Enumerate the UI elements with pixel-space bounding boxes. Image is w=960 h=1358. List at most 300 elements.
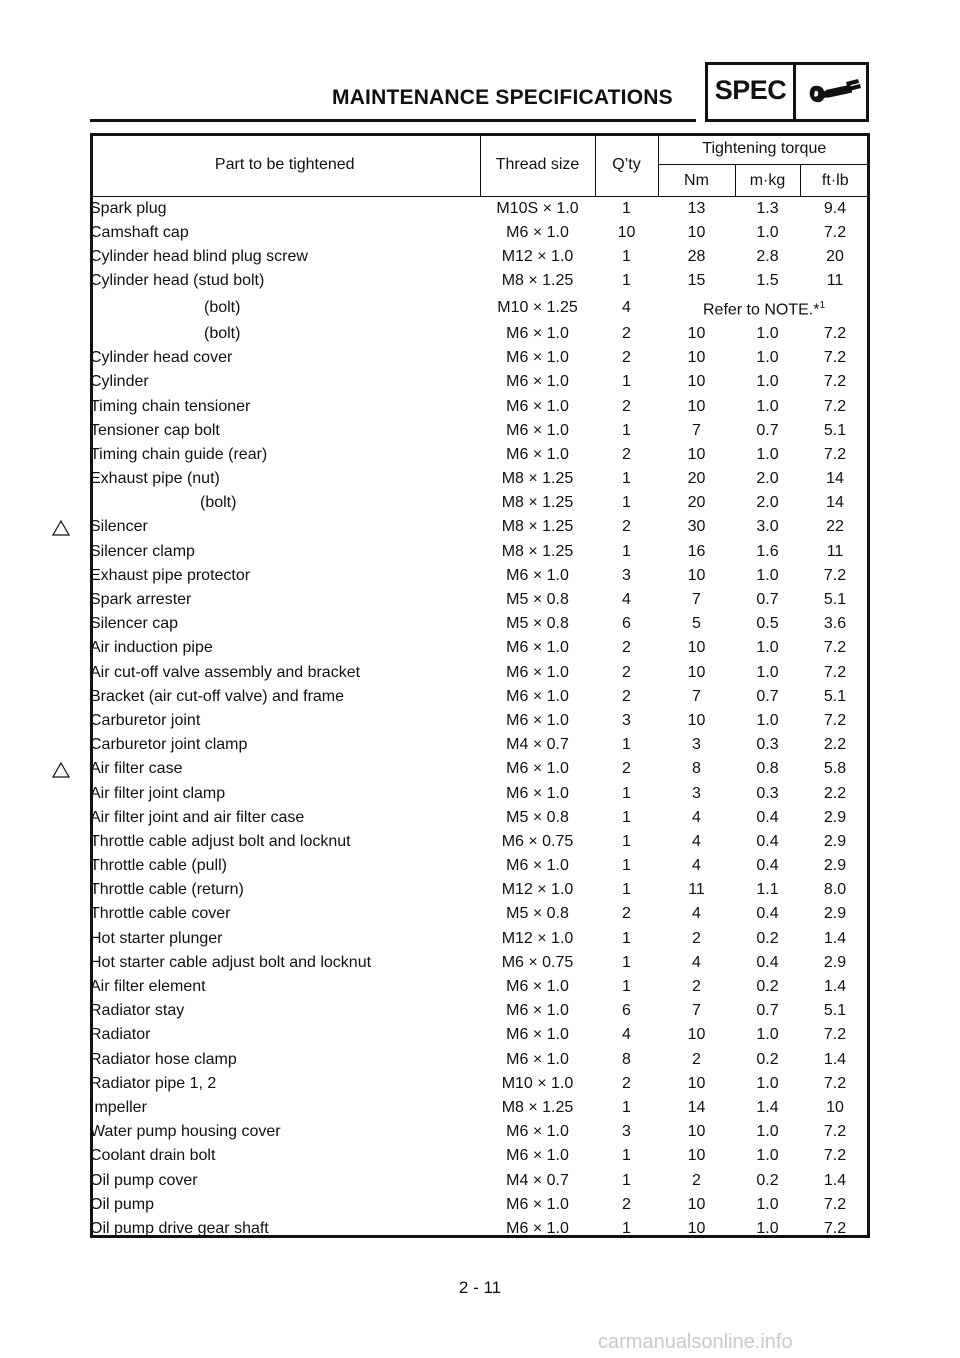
torque-mkg-cell: 1.0 <box>756 224 779 242</box>
torque-mkg-cell: 1.0 <box>756 1123 779 1141</box>
torque-ftlb-cell: 7.2 <box>823 1074 847 1092</box>
torque-ftlb-cell: 20 <box>826 248 844 266</box>
qty-cell: 8 <box>622 1050 631 1068</box>
thread-size-cell: M5 × 0.8 <box>506 808 569 826</box>
torque-mkg-cell: 0.2 <box>756 978 779 996</box>
torque-ftlb-cell: 7.2 <box>823 1123 847 1141</box>
torque-nm-cell: 4 <box>692 953 701 971</box>
part-name-cell: Hot starter cable adjust bolt and locknut <box>90 953 372 971</box>
thread-size-cell: M8 × 1.25 <box>501 518 574 536</box>
part-name-cell: Carburetor joint <box>90 711 201 729</box>
torque-mkg-cell: 0.4 <box>756 905 779 923</box>
table-row <box>90 515 870 539</box>
thread-size-cell: M6 × 1.0 <box>506 324 569 342</box>
part-name-cell: Timing chain guide (rear) <box>90 445 268 463</box>
torque-ftlb-cell: 2.9 <box>823 953 847 971</box>
qty-cell: 1 <box>622 272 631 290</box>
torque-ftlb-cell: 10 <box>826 1098 844 1116</box>
torque-nm-cell: 10 <box>687 566 706 584</box>
torque-ftlb-cell: 2.2 <box>823 784 847 802</box>
table-row <box>90 1072 870 1096</box>
torque-mkg-cell: 1.0 <box>756 349 779 367</box>
thread-size-cell: M8 × 1.25 <box>501 470 574 488</box>
thread-size-cell: M6 × 1.0 <box>506 711 569 729</box>
part-name-cell: Air filter element <box>90 978 206 996</box>
table-row <box>90 927 870 951</box>
torque-mkg-cell: 0.4 <box>756 808 779 826</box>
qty-cell: 6 <box>622 615 631 633</box>
torque-mkg-cell: 3.0 <box>756 518 779 536</box>
thread-size-cell: M6 × 1.0 <box>506 1195 569 1213</box>
table-row <box>90 394 870 418</box>
qty-cell: 1 <box>622 784 631 802</box>
torque-ftlb-cell: 14 <box>826 494 844 512</box>
torque-mkg-cell: 2.0 <box>756 470 779 488</box>
torque-ftlb-cell: 7.2 <box>823 711 847 729</box>
qty-cell: 2 <box>622 760 631 778</box>
torque-ftlb-cell: 5.8 <box>823 760 847 778</box>
col-header-torque: Tightening torque <box>658 133 870 165</box>
torque-ftlb-cell: 7.2 <box>823 663 847 681</box>
qty-cell: 1 <box>622 542 631 560</box>
col-header-thread: Thread size <box>480 133 595 197</box>
thread-size-cell: M10 × 1.25 <box>497 298 578 316</box>
torque-mkg-cell: 0.8 <box>756 760 779 778</box>
torque-mkg-cell: 1.0 <box>756 711 779 729</box>
qty-cell: 2 <box>622 639 631 657</box>
table-row <box>90 709 870 733</box>
torque-nm-cell: 16 <box>687 542 706 560</box>
thread-size-cell: M4 × 0.7 <box>506 736 569 754</box>
table-row <box>90 854 870 878</box>
torque-mkg-cell: 1.0 <box>756 445 779 463</box>
torque-mkg-cell: 1.4 <box>756 1098 779 1116</box>
torque-mkg-cell: 1.6 <box>756 542 779 560</box>
part-name-cell: Cylinder head (stud bolt) <box>90 272 265 290</box>
torque-mkg-cell: 0.4 <box>756 857 779 875</box>
thread-size-cell: M8 × 1.25 <box>501 1098 574 1116</box>
part-name-cell: Air cut-off valve assembly and bracket <box>90 663 361 681</box>
qty-cell: 1 <box>622 832 631 850</box>
part-name-cell: Spark plug <box>90 200 167 217</box>
part-name-cell: Throttle cable (pull) <box>90 857 227 875</box>
part-name-cell: (bolt) <box>200 494 237 512</box>
table-row <box>90 806 870 830</box>
table-row <box>90 197 870 222</box>
torque-nm-cell: 10 <box>687 324 706 342</box>
torque-ftlb-cell: 11 <box>826 542 844 560</box>
qty-cell: 6 <box>622 1002 631 1020</box>
table-row <box>90 975 870 999</box>
torque-nm-cell: 30 <box>687 518 706 536</box>
thread-size-cell: M6 × 1.0 <box>506 1050 569 1068</box>
table-row <box>90 467 870 491</box>
torque-mkg-cell: 1.0 <box>756 1147 779 1165</box>
change-mark-icon <box>52 762 70 778</box>
torque-ftlb-cell: 5.1 <box>823 421 847 439</box>
torque-ftlb-cell: 7.2 <box>823 397 847 415</box>
part-name-cell: Cylinder <box>90 373 149 391</box>
torque-mkg-cell: 2.0 <box>756 494 779 512</box>
qty-cell: 2 <box>622 349 631 367</box>
torque-spec-rows <box>90 197 870 1245</box>
part-name-cell: Carburetor joint clamp <box>90 736 248 754</box>
torque-mkg-cell: 1.5 <box>756 272 779 290</box>
torque-nm-cell: 10 <box>687 1026 706 1044</box>
torque-mkg-cell: 1.0 <box>756 324 779 342</box>
table-row <box>90 491 870 515</box>
thread-size-cell: M8 × 1.25 <box>501 272 574 290</box>
qty-cell: 1 <box>622 248 631 266</box>
qty-cell: 2 <box>622 1074 631 1092</box>
torque-ftlb-cell: 2.9 <box>823 857 847 875</box>
qty-cell: 1 <box>622 200 631 217</box>
torque-nm-cell: 8 <box>692 760 701 778</box>
torque-nm-cell: 3 <box>692 736 701 754</box>
torque-nm-cell: 10 <box>687 373 706 391</box>
torque-nm-cell: 10 <box>687 349 706 367</box>
torque-nm-cell: 7 <box>692 687 701 705</box>
table-row <box>90 1168 870 1192</box>
thread-size-cell: M12 × 1.0 <box>501 248 574 266</box>
torque-nm-cell: 14 <box>687 1098 706 1116</box>
qty-cell: 2 <box>622 687 631 705</box>
torque-ftlb-cell: 7.2 <box>823 1026 847 1044</box>
torque-mkg-cell: 0.3 <box>756 784 779 802</box>
thread-size-cell: M6 × 1.0 <box>506 1219 569 1237</box>
torque-nm-cell: 10 <box>687 445 706 463</box>
qty-cell: 2 <box>622 518 631 536</box>
part-name-cell: (bolt) <box>204 298 241 316</box>
torque-ftlb-cell: 14 <box>826 470 844 488</box>
torque-nm-cell: 7 <box>692 591 701 609</box>
qty-cell: 1 <box>622 808 631 826</box>
torque-ftlb-cell: 1.4 <box>823 1050 847 1068</box>
torque-ftlb-cell: 11 <box>826 272 844 290</box>
torque-mkg-cell: 0.4 <box>756 953 779 971</box>
torque-mkg-cell: 0.2 <box>756 1050 779 1068</box>
thread-size-cell: M6 × 1.0 <box>506 663 569 681</box>
thread-size-cell: M12 × 1.0 <box>501 881 574 899</box>
qty-cell: 3 <box>622 566 631 584</box>
torque-ftlb-cell: 1.4 <box>823 1171 847 1189</box>
torque-ftlb-cell: 5.1 <box>823 591 847 609</box>
change-mark-icon <box>52 520 70 536</box>
thread-size-cell: M6 × 1.0 <box>506 639 569 657</box>
table-row <box>90 269 870 293</box>
torque-nm-cell: 11 <box>688 881 705 899</box>
table-row <box>90 612 870 636</box>
thread-size-cell: M6 × 1.0 <box>506 224 569 242</box>
part-name-cell: (bolt) <box>204 324 241 342</box>
torque-nm-cell: 10 <box>687 663 706 681</box>
qty-cell: 1 <box>622 1219 631 1237</box>
torque-mkg-cell: 1.0 <box>756 639 779 657</box>
table-row <box>90 636 870 660</box>
table-row <box>90 1217 870 1245</box>
part-name-cell <box>90 757 480 781</box>
qty-cell: 4 <box>622 298 631 316</box>
torque-nm-cell: 7 <box>692 421 701 439</box>
part-name-cell: Hot starter plunger <box>90 929 223 947</box>
qty-cell: 1 <box>622 736 631 754</box>
thread-size-cell: M5 × 0.8 <box>506 905 569 923</box>
table-row <box>90 1023 870 1047</box>
torque-mkg-cell: 0.3 <box>756 736 779 754</box>
table-row <box>90 588 870 612</box>
torque-mkg-cell: 0.7 <box>756 687 779 705</box>
torque-mkg-cell: 1.0 <box>756 1026 779 1044</box>
torque-nm-cell: 15 <box>687 272 706 290</box>
torque-nm-cell: 4 <box>692 832 701 850</box>
part-name-cell: Oil pump <box>90 1195 155 1213</box>
torque-ftlb-cell: 9.4 <box>823 200 847 217</box>
table-row <box>90 346 870 370</box>
qty-cell: 1 <box>622 978 631 996</box>
torque-ftlb-cell: 7.2 <box>823 324 847 342</box>
part-name-cell: Throttle cable cover <box>90 905 231 923</box>
table-row <box>90 564 870 588</box>
thread-size-cell: M6 × 1.0 <box>506 857 569 875</box>
qty-cell: 1 <box>622 1171 631 1189</box>
page-title: MAINTENANCE SPECIFICATIONS <box>332 86 673 109</box>
wrench-icon <box>806 72 862 112</box>
section-badge-divider <box>793 62 796 122</box>
torque-nm-cell: 10 <box>687 1219 706 1237</box>
table-row <box>90 781 870 805</box>
table-row <box>90 685 870 709</box>
qty-cell: 1 <box>622 929 631 947</box>
torque-mkg-cell: 1.3 <box>756 200 779 217</box>
header-rule <box>90 119 696 122</box>
table-row <box>90 733 870 757</box>
torque-ftlb-cell: 2.9 <box>823 808 847 826</box>
torque-ftlb-cell: 7.2 <box>823 1219 847 1237</box>
torque-ftlb-cell: 7.2 <box>823 224 847 242</box>
torque-nm-cell: 2 <box>692 1171 701 1189</box>
thread-size-cell: M6 × 1.0 <box>506 1147 569 1165</box>
part-name-cell <box>90 515 480 539</box>
qty-cell: 1 <box>622 1147 631 1165</box>
col-header-qty: Q’ty <box>595 133 658 197</box>
torque-nm-cell: 10 <box>687 711 706 729</box>
part-name-cell: Exhaust pipe (nut) <box>90 470 220 488</box>
torque-nm-cell: 2 <box>692 978 701 996</box>
thread-size-cell: M6 × 1.0 <box>506 349 569 367</box>
part-name-cell: Radiator pipe 1, 2 <box>90 1074 217 1092</box>
torque-ftlb-cell: 2.2 <box>823 736 847 754</box>
torque-ftlb-cell: 5.1 <box>823 687 847 705</box>
thread-size-cell: M6 × 0.75 <box>501 953 574 971</box>
col-header-nm: Nm <box>658 165 735 197</box>
part-name-cell: Silencer cap <box>90 615 179 633</box>
part-name-cell: Air filter joint and air filter case <box>90 808 305 826</box>
thread-size-cell: M6 × 1.0 <box>506 978 569 996</box>
part-name-text: Silencer <box>90 518 148 536</box>
part-name-cell: Timing chain tensioner <box>90 397 251 415</box>
part-name-cell: Throttle cable (return) <box>90 881 244 899</box>
torque-nm-cell: 2 <box>692 1050 701 1068</box>
torque-ftlb-cell: 7.2 <box>823 373 847 391</box>
thread-size-cell: M6 × 1.0 <box>506 421 569 439</box>
table-row <box>90 294 870 322</box>
torque-nm-cell: 20 <box>687 470 706 488</box>
part-name-cell: Bracket (air cut-off valve) and frame <box>90 687 345 705</box>
qty-cell: 4 <box>622 1026 631 1044</box>
torque-ftlb-cell: 2.9 <box>823 832 847 850</box>
table-row <box>90 419 870 443</box>
thread-size-cell: M8 × 1.25 <box>501 542 574 560</box>
thread-size-cell: M6 × 1.0 <box>506 784 569 802</box>
thread-size-cell: M6 × 1.0 <box>506 1002 569 1020</box>
qty-cell: 2 <box>622 1195 631 1213</box>
table-row <box>90 221 870 245</box>
note-cell <box>658 294 870 322</box>
table-row <box>90 999 870 1023</box>
part-name-cell: Silencer clamp <box>90 542 195 560</box>
thread-size-cell: M8 × 1.25 <box>501 494 574 512</box>
thread-size-cell: M12 × 1.0 <box>501 929 574 947</box>
torque-nm-cell: 10 <box>687 397 706 415</box>
torque-nm-cell: 10 <box>687 1147 706 1165</box>
table-row <box>90 1120 870 1144</box>
torque-nm-cell: 20 <box>687 494 706 512</box>
section-code: SPEC <box>714 75 787 105</box>
table-row <box>90 443 870 467</box>
torque-nm-cell: 10 <box>687 1074 706 1092</box>
torque-mkg-cell: 1.0 <box>756 663 779 681</box>
col-header-ftlb: ft·lb <box>800 165 870 197</box>
torque-mkg-cell: 1.1 <box>756 881 779 899</box>
note-text: Refer to NOTE.* <box>702 300 820 318</box>
torque-mkg-cell: 0.5 <box>756 615 779 633</box>
table-row <box>90 1193 870 1217</box>
thread-size-cell: M4 × 0.7 <box>506 1171 569 1189</box>
thread-size-cell: M6 × 0.75 <box>501 832 574 850</box>
part-name-cell: Oil pump drive gear shaft <box>90 1219 269 1237</box>
torque-mkg-cell: 0.7 <box>756 1002 779 1020</box>
qty-cell: 2 <box>622 397 631 415</box>
torque-ftlb-cell: 7.2 <box>823 1195 847 1213</box>
torque-mkg-cell: 1.0 <box>756 1219 779 1237</box>
qty-cell: 2 <box>622 445 631 463</box>
table-row <box>90 661 870 685</box>
part-name-cell: Tensioner cap bolt <box>90 421 220 439</box>
part-name-cell: Air filter joint clamp <box>90 784 226 802</box>
torque-mkg-cell: 1.0 <box>756 566 779 584</box>
qty-cell: 1 <box>622 857 631 875</box>
page-number: 2 - 11 <box>458 1278 502 1297</box>
thread-size-cell: M6 × 1.0 <box>506 687 569 705</box>
torque-mkg-cell: 1.0 <box>756 397 779 415</box>
part-name-cell: Throttle cable adjust bolt and locknut <box>90 832 351 850</box>
torque-nm-cell: 2 <box>692 929 701 947</box>
torque-ftlb-cell: 7.2 <box>823 349 847 367</box>
note-ref: 1 <box>819 299 826 311</box>
torque-mkg-cell: 0.7 <box>756 421 779 439</box>
part-name-text: Air filter case <box>90 760 183 778</box>
thread-size-cell: M6 × 1.0 <box>506 1026 569 1044</box>
thread-size-cell: M5 × 0.8 <box>506 591 569 609</box>
torque-mkg-cell: 0.2 <box>756 929 779 947</box>
watermark: carmanualsonline.info <box>598 1331 793 1353</box>
table-row <box>90 370 870 394</box>
table-row <box>90 245 870 269</box>
torque-ftlb-cell: 22 <box>826 518 844 536</box>
thread-size-cell: M6 × 1.0 <box>506 760 569 778</box>
thread-size-cell: M6 × 1.0 <box>506 566 569 584</box>
torque-mkg-cell: 1.0 <box>756 373 779 391</box>
qty-cell: 4 <box>622 591 631 609</box>
qty-cell: 3 <box>622 1123 631 1141</box>
part-name-cell: Camshaft cap <box>90 224 189 242</box>
torque-mkg-cell: 1.0 <box>756 1195 779 1213</box>
torque-ftlb-cell: 1.4 <box>823 978 847 996</box>
torque-nm-cell: 5 <box>692 615 701 633</box>
torque-ftlb-cell: 7.2 <box>823 566 847 584</box>
table-row <box>90 878 870 902</box>
torque-nm-cell: 13 <box>687 200 706 217</box>
qty-cell: 3 <box>622 711 631 729</box>
thread-size-cell: M10S × 1.0 <box>496 200 579 217</box>
part-name-cell: Radiator <box>90 1026 151 1044</box>
part-name-cell: Exhaust pipe protector <box>90 566 251 584</box>
torque-nm-cell: 7 <box>692 1002 701 1020</box>
part-name-cell: Cylinder head cover <box>90 349 233 367</box>
part-name-cell: Coolant drain bolt <box>90 1147 216 1165</box>
thread-size-cell: M6 × 1.0 <box>506 1123 569 1141</box>
thread-size-cell: M5 × 0.8 <box>506 615 569 633</box>
table-row <box>90 1144 870 1168</box>
torque-nm-cell: 4 <box>692 857 701 875</box>
torque-nm-cell: 4 <box>692 905 701 923</box>
torque-ftlb-cell: 3.6 <box>823 615 847 633</box>
torque-mkg-cell: 0.4 <box>756 832 779 850</box>
qty-cell: 1 <box>622 953 631 971</box>
thread-size-cell: M6 × 1.0 <box>506 445 569 463</box>
table-row <box>90 322 870 346</box>
qty-cell: 1 <box>622 1098 631 1116</box>
qty-cell: 1 <box>622 421 631 439</box>
torque-nm-cell: 10 <box>687 1123 706 1141</box>
torque-spec-table <box>90 133 870 1245</box>
part-name-cell: Radiator stay <box>90 1002 185 1020</box>
col-header-part: Part to be tightened <box>90 133 480 197</box>
table-row <box>90 902 870 926</box>
col-header-mkg: m·kg <box>735 165 800 197</box>
thread-size-cell: M6 × 1.0 <box>506 397 569 415</box>
table-row <box>90 951 870 975</box>
qty-cell: 1 <box>622 373 631 391</box>
torque-ftlb-cell: 1.4 <box>823 929 847 947</box>
part-name-cell: Radiator hose clamp <box>90 1050 237 1068</box>
part-name-cell: Spark arrester <box>90 591 192 609</box>
torque-nm-cell: 10 <box>687 639 706 657</box>
part-name-cell: Water pump housing cover <box>90 1123 281 1141</box>
torque-mkg-cell: 1.0 <box>756 1074 779 1092</box>
torque-nm-cell: 28 <box>687 248 706 266</box>
torque-ftlb-cell: 5.1 <box>823 1002 847 1020</box>
qty-cell: 1 <box>622 494 631 512</box>
torque-mkg-cell: 0.2 <box>756 1171 779 1189</box>
torque-ftlb-cell: 2.9 <box>823 905 847 923</box>
part-name-cell: Air induction pipe <box>90 639 213 657</box>
torque-nm-cell: 4 <box>692 808 701 826</box>
thread-size-cell: M6 × 1.0 <box>506 373 569 391</box>
table-row <box>90 540 870 564</box>
table-row <box>90 1096 870 1120</box>
qty-cell: 1 <box>622 470 631 488</box>
